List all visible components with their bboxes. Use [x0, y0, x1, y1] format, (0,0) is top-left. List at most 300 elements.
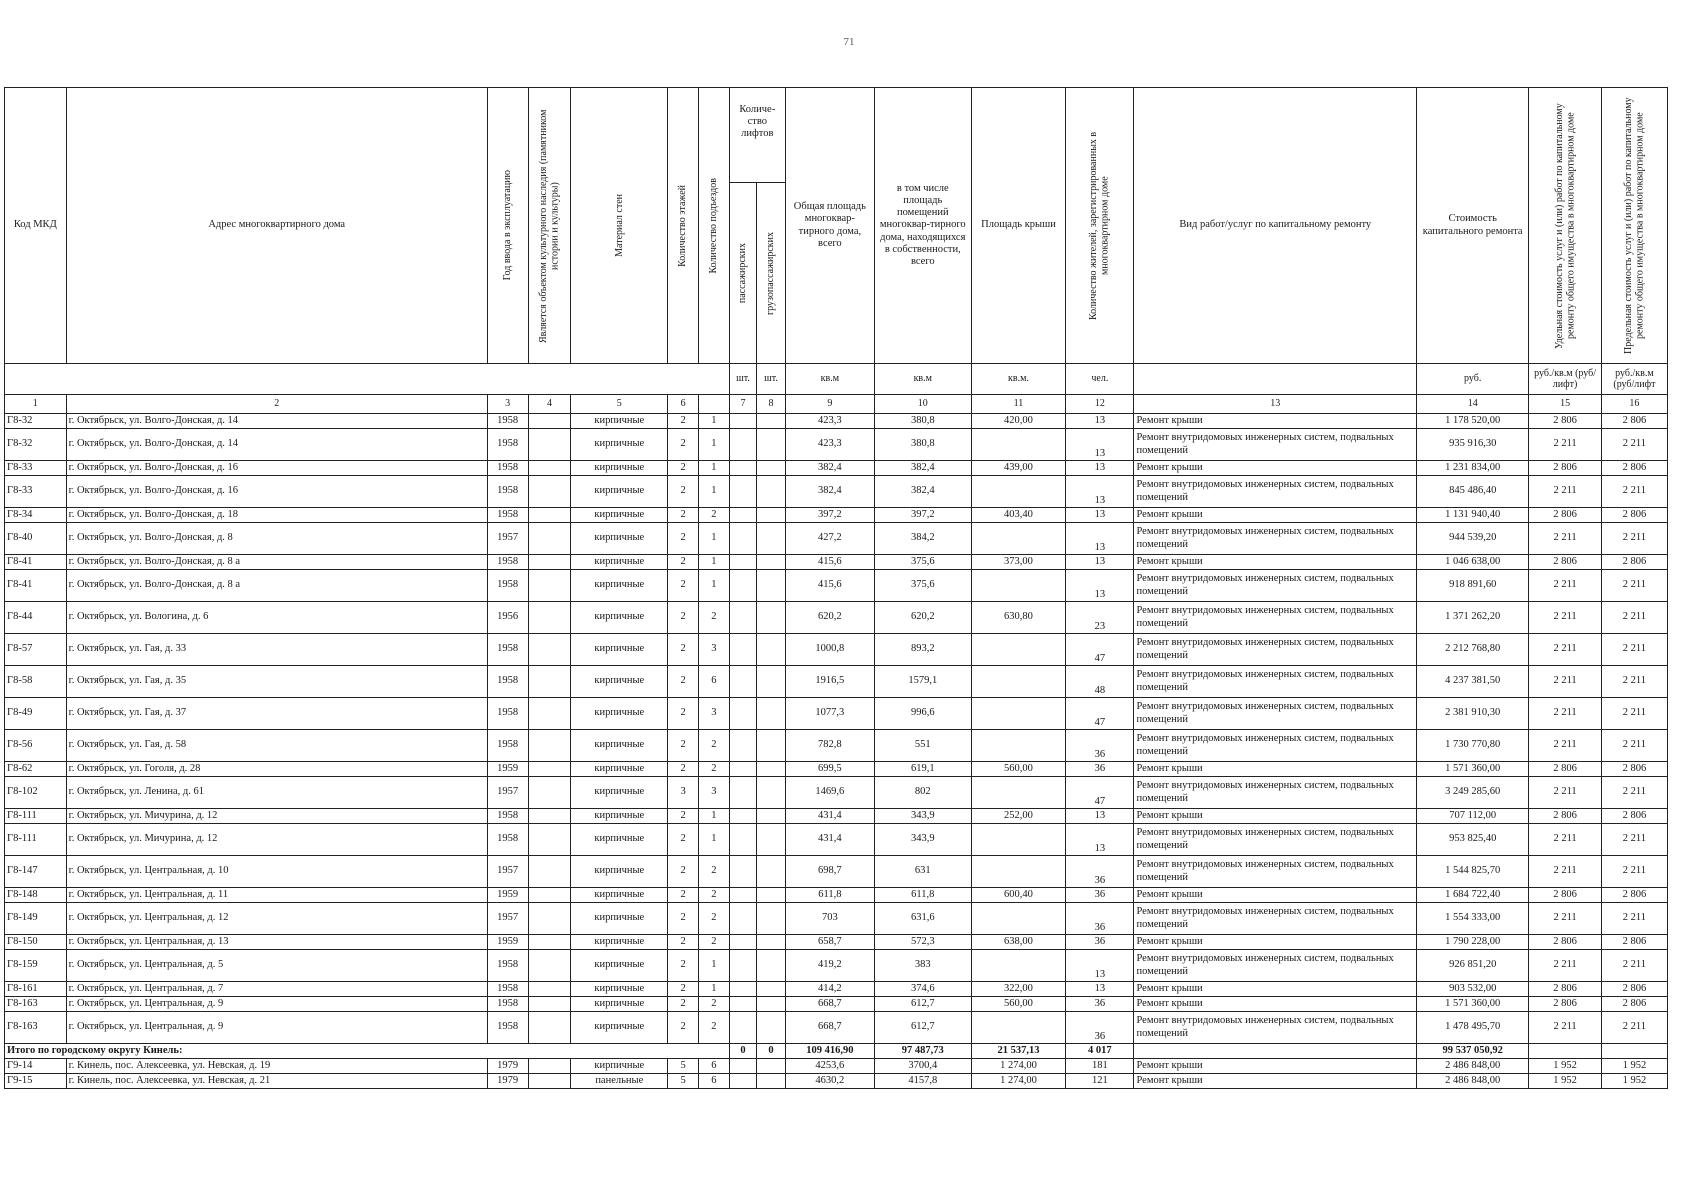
table-cell-total-area: 620,2 — [785, 602, 874, 634]
table-cell-floors: 2 — [668, 888, 699, 903]
table-cell-material: кирпичные — [571, 903, 668, 935]
table-cell-lifts-cargo — [757, 1012, 786, 1044]
table-cell-heritage — [528, 903, 571, 935]
table-cell-total-area: 431,4 — [785, 824, 874, 856]
table-cell-year: 1958 — [487, 1012, 528, 1044]
table-cell-year: 1958 — [487, 476, 528, 508]
table-cell-unit-cost: 2 211 — [1529, 698, 1602, 730]
table-cell-entrances: 1 — [698, 555, 729, 570]
table-cell-owned-area: 551 — [874, 730, 971, 762]
table-cell-lifts-cargo — [757, 570, 786, 602]
table-cell-material: кирпичные — [571, 888, 668, 903]
table-cell-lifts-passenger — [729, 903, 756, 935]
table-cell-total-area: 431,4 — [785, 809, 874, 824]
table-cell-unit-cost: 2 211 — [1529, 824, 1602, 856]
table-cell-year: 1958 — [487, 555, 528, 570]
table-row — [5, 824, 1668, 856]
table-cell-unit-cost: 2 806 — [1529, 508, 1602, 523]
table-cell-code: Г9-15 — [5, 1074, 67, 1089]
table-cell-entrances: 2 — [698, 1012, 729, 1044]
table-cell-year: 1958 — [487, 570, 528, 602]
table-cell-floors: 2 — [668, 570, 699, 602]
unit-cost: руб. — [1417, 364, 1529, 395]
table-cell-lifts-passenger — [729, 429, 756, 461]
table-cell-total-area: 611,8 — [785, 888, 874, 903]
table-cell-work-type: Ремонт крыши — [1134, 935, 1417, 950]
table-cell-material: кирпичные — [571, 634, 668, 666]
table-row — [5, 1074, 1668, 1089]
header-roof-area: Площадь крыши — [971, 88, 1066, 364]
table-cell-unit-cost: 1 952 — [1529, 1059, 1602, 1074]
table-cell-total-area: 382,4 — [785, 461, 874, 476]
table-cell-residents: 181 — [1066, 1059, 1134, 1074]
table-cell-lifts-passenger — [729, 555, 756, 570]
table-cell-owned-area: 572,3 — [874, 935, 971, 950]
total-owned-area: 97 487,73 — [874, 1044, 971, 1059]
table-cell-work-type: Ремонт крыши — [1134, 461, 1417, 476]
table-cell-roof-area: 560,00 — [971, 762, 1066, 777]
table-cell-code: Г8-159 — [5, 950, 67, 982]
unit-roof-area: кв.м. — [971, 364, 1066, 395]
table-cell-entrances: 2 — [698, 903, 729, 935]
table-cell-lifts-cargo — [757, 666, 786, 698]
table-row — [5, 982, 1668, 997]
table-cell-code: Г8-34 — [5, 508, 67, 523]
table-cell-work-type: Ремонт внутридомовых инженерных систем, подвальных помещений — [1134, 903, 1417, 935]
table-cell-residents: 13 — [1066, 429, 1134, 461]
table-cell-work-type: Ремонт внутридомовых инженерных систем, подвальных помещений — [1134, 429, 1417, 461]
table-cell-address: г. Октябрьск, ул. Мичурина, д. 12 — [66, 824, 487, 856]
table-cell-year: 1956 — [487, 602, 528, 634]
table-cell-lifts-cargo — [757, 950, 786, 982]
table-cell-limit-cost: 2 211 — [1601, 523, 1667, 555]
table-cell-heritage — [528, 666, 571, 698]
table-cell-heritage — [528, 982, 571, 997]
table-cell-cost: 707 112,00 — [1417, 809, 1529, 824]
table-cell-lifts-passenger — [729, 698, 756, 730]
table-cell-year: 1958 — [487, 698, 528, 730]
table-cell-work-type: Ремонт внутридомовых инженерных систем, подвальных помещений — [1134, 602, 1417, 634]
table-cell-lifts-cargo — [757, 982, 786, 997]
table-cell-material: кирпичные — [571, 730, 668, 762]
table-cell-total-area: 423,3 — [785, 429, 874, 461]
total-residents: 4 017 — [1066, 1044, 1134, 1059]
table-cell-residents: 13 — [1066, 982, 1134, 997]
table-cell-floors: 2 — [668, 982, 699, 997]
table-cell-material: кирпичные — [571, 950, 668, 982]
table-cell-entrances: 1 — [698, 476, 729, 508]
table-cell-address: г. Октябрьск, ул. Центральная, д. 9 — [66, 1012, 487, 1044]
table-cell-address: г. Октябрьск, ул. Мичурина, д. 12 — [66, 809, 487, 824]
table-cell-roof-area: 600,40 — [971, 888, 1066, 903]
table-cell-total-area: 397,2 — [785, 508, 874, 523]
table-cell-work-type: Ремонт крыши — [1134, 414, 1417, 429]
table-cell-cost: 1 730 770,80 — [1417, 730, 1529, 762]
table-cell-limit-cost: 2 211 — [1601, 950, 1667, 982]
table-cell-roof-area — [971, 666, 1066, 698]
table-cell-floors: 2 — [668, 1012, 699, 1044]
total-label: Итого по городскому округу Кинель: — [5, 1044, 730, 1059]
table-cell-code: Г8-161 — [5, 982, 67, 997]
table-cell-owned-area: 343,9 — [874, 824, 971, 856]
table-cell-code: Г8-41 — [5, 570, 67, 602]
header-wall-material: Материал стен — [571, 88, 668, 364]
table-cell-material: кирпичные — [571, 982, 668, 997]
table-cell-cost: 903 532,00 — [1417, 982, 1529, 997]
header-entrances: Количество подъездов — [698, 88, 729, 364]
table-cell-work-type: Ремонт внутридомовых инженерных систем, подвальных помещений — [1134, 476, 1417, 508]
table-cell-owned-area: 631 — [874, 856, 971, 888]
table-cell-lifts-cargo — [757, 476, 786, 508]
table-cell-lifts-cargo — [757, 523, 786, 555]
table-row — [5, 888, 1668, 903]
table-cell-entrances: 1 — [698, 950, 729, 982]
table-cell-heritage — [528, 414, 571, 429]
table-cell-cost: 1 684 722,40 — [1417, 888, 1529, 903]
table-cell-limit-cost: 1 952 — [1601, 1074, 1667, 1089]
table-body — [5, 414, 1668, 1089]
table-cell-work-type: Ремонт крыши — [1134, 997, 1417, 1012]
table-cell-code: Г8-148 — [5, 888, 67, 903]
table-cell-lifts-passenger — [729, 634, 756, 666]
table-cell-roof-area — [971, 950, 1066, 982]
table-cell-owned-area: 382,4 — [874, 461, 971, 476]
table-cell-floors: 2 — [668, 950, 699, 982]
table-cell-address: г. Октябрьск, ул. Волго-Донская, д. 8 — [66, 523, 487, 555]
table-row — [5, 698, 1668, 730]
unit-pcs-passenger: шт. — [729, 364, 756, 395]
table-cell-address: г. Октябрьск, ул. Гая, д. 58 — [66, 730, 487, 762]
table-cell-limit-cost: 2 806 — [1601, 508, 1667, 523]
header-total-area: Общая площадь многоквар-тирного дома, всего — [785, 88, 874, 364]
table-cell-total-area: 415,6 — [785, 570, 874, 602]
table-cell-owned-area: 893,2 — [874, 634, 971, 666]
table-cell-year: 1958 — [487, 666, 528, 698]
table-cell-address: г. Кинель, пос. Алексеевка, ул. Невская, д. 21 — [66, 1074, 487, 1089]
table-cell-address: г. Октябрьск, ул. Центральная, д. 11 — [66, 888, 487, 903]
table-cell-floors: 2 — [668, 809, 699, 824]
table-row — [5, 856, 1668, 888]
table-cell-entrances: 2 — [698, 856, 729, 888]
table-row — [5, 523, 1668, 555]
table-cell-address: г. Октябрьск, ул. Центральная, д. 10 — [66, 856, 487, 888]
table-cell-code: Г8-58 — [5, 666, 67, 698]
table-cell-total-area: 703 — [785, 903, 874, 935]
table-cell-material: кирпичные — [571, 461, 668, 476]
table-cell-heritage — [528, 476, 571, 508]
table-cell-lifts-passenger — [729, 476, 756, 508]
table-cell-work-type: Ремонт крыши — [1134, 809, 1417, 824]
table-cell-owned-area: 384,2 — [874, 523, 971, 555]
table-cell-year: 1958 — [487, 461, 528, 476]
table-cell-year: 1958 — [487, 730, 528, 762]
table-cell-lifts-cargo — [757, 762, 786, 777]
table-cell-limit-cost: 2 211 — [1601, 476, 1667, 508]
table-cell-owned-area: 612,7 — [874, 997, 971, 1012]
table-cell-material: кирпичные — [571, 809, 668, 824]
table-cell-residents: 36 — [1066, 888, 1134, 903]
table-cell-limit-cost: 2 806 — [1601, 555, 1667, 570]
table-cell-work-type: Ремонт крыши — [1134, 508, 1417, 523]
table-cell-work-type: Ремонт крыши — [1134, 1059, 1417, 1074]
table-cell-cost: 1 231 834,00 — [1417, 461, 1529, 476]
table-cell-heritage — [528, 730, 571, 762]
table-row — [5, 602, 1668, 634]
table-cell-lifts-cargo — [757, 903, 786, 935]
table-cell-address: г. Октябрьск, ул. Волго-Донская, д. 16 — [66, 461, 487, 476]
table-cell-year: 1958 — [487, 508, 528, 523]
table-cell-roof-area: 373,00 — [971, 555, 1066, 570]
table-cell-owned-area: 3700,4 — [874, 1059, 971, 1074]
table-cell-residents: 13 — [1066, 824, 1134, 856]
table-cell-lifts-passenger — [729, 730, 756, 762]
table-row — [5, 762, 1668, 777]
table-cell-year: 1979 — [487, 1074, 528, 1089]
table-cell-total-area: 414,2 — [785, 982, 874, 997]
table-cell-unit-cost: 2 211 — [1529, 570, 1602, 602]
table-cell-cost: 1 371 262,20 — [1417, 602, 1529, 634]
table-cell-address: г. Октябрьск, ул. Вологина, д. 6 — [66, 602, 487, 634]
table-cell-code: Г8-32 — [5, 429, 67, 461]
table-cell-total-area: 782,8 — [785, 730, 874, 762]
table-cell-limit-cost: 2 211 — [1601, 856, 1667, 888]
table-cell-unit-cost: 2 806 — [1529, 555, 1602, 570]
table-cell-address: г. Октябрьск, ул. Волго-Донская, д. 16 — [66, 476, 487, 508]
table-cell-heritage — [528, 523, 571, 555]
total-row — [5, 1044, 1668, 1059]
table-cell-address: г. Октябрьск, ул. Центральная, д. 12 — [66, 903, 487, 935]
table-row — [5, 997, 1668, 1012]
unit-unit-cost: руб./кв.м (руб/лифт) — [1529, 364, 1602, 395]
table-cell-work-type: Ремонт крыши — [1134, 888, 1417, 903]
table-cell-code: Г8-147 — [5, 856, 67, 888]
table-cell-owned-area: 612,7 — [874, 1012, 971, 1044]
table-row — [5, 666, 1668, 698]
table-cell-heritage — [528, 555, 571, 570]
table-row — [5, 950, 1668, 982]
table-cell-code: Г8-32 — [5, 414, 67, 429]
table-cell-heritage — [528, 508, 571, 523]
table-cell-unit-cost: 2 806 — [1529, 809, 1602, 824]
table-cell-material: кирпичные — [571, 555, 668, 570]
table-cell-roof-area: 322,00 — [971, 982, 1066, 997]
table-cell-total-area: 1077,3 — [785, 698, 874, 730]
table-cell-limit-cost: 2 806 — [1601, 762, 1667, 777]
total-roof-area: 21 537,13 — [971, 1044, 1066, 1059]
table-cell-work-type: Ремонт внутридомовых инженерных систем, подвальных помещений — [1134, 1012, 1417, 1044]
table-cell-residents: 121 — [1066, 1074, 1134, 1089]
table-cell-unit-cost: 2 211 — [1529, 730, 1602, 762]
table-cell-cost: 1 478 495,70 — [1417, 1012, 1529, 1044]
table-cell-floors: 2 — [668, 903, 699, 935]
table-cell-lifts-passenger — [729, 997, 756, 1012]
table-cell-roof-area — [971, 429, 1066, 461]
header-lifts-passenger: пассажирских — [729, 183, 756, 364]
table-cell-cost: 2 381 910,30 — [1417, 698, 1529, 730]
table-cell-year: 1958 — [487, 824, 528, 856]
table-row — [5, 1059, 1668, 1074]
table-cell-unit-cost: 2 806 — [1529, 997, 1602, 1012]
table-cell-lifts-cargo — [757, 1059, 786, 1074]
total-work-type — [1134, 1044, 1417, 1059]
table-cell-floors: 2 — [668, 997, 699, 1012]
table-cell-year: 1959 — [487, 935, 528, 950]
table-cell-material: кирпичные — [571, 476, 668, 508]
table-cell-lifts-passenger — [729, 935, 756, 950]
table-cell-residents: 47 — [1066, 698, 1134, 730]
unit-owned-area: кв.м — [874, 364, 971, 395]
table-cell-limit-cost: 2 211 — [1601, 730, 1667, 762]
table-cell-limit-cost: 2 806 — [1601, 461, 1667, 476]
table-cell-owned-area: 383 — [874, 950, 971, 982]
table-cell-floors: 5 — [668, 1074, 699, 1089]
table-cell-cost: 918 891,60 — [1417, 570, 1529, 602]
header-cost: Стоимость капитального ремонта — [1417, 88, 1529, 364]
table-cell-material: кирпичные — [571, 666, 668, 698]
table-cell-heritage — [528, 777, 571, 809]
table-cell-limit-cost: 2 806 — [1601, 997, 1667, 1012]
table-cell-lifts-cargo — [757, 856, 786, 888]
table-cell-residents: 36 — [1066, 762, 1134, 777]
table-cell-total-area: 423,3 — [785, 414, 874, 429]
table-cell-address: г. Октябрьск, ул. Гая, д. 35 — [66, 666, 487, 698]
table-cell-material: кирпичные — [571, 935, 668, 950]
table-cell-unit-cost: 2 806 — [1529, 461, 1602, 476]
table-cell-code: Г8-111 — [5, 824, 67, 856]
table-cell-residents: 36 — [1066, 935, 1134, 950]
table-cell-total-area: 382,4 — [785, 476, 874, 508]
table-cell-code: Г8-62 — [5, 762, 67, 777]
table-row — [5, 476, 1668, 508]
table-cell-code: Г8-44 — [5, 602, 67, 634]
table-cell-cost: 1 554 333,00 — [1417, 903, 1529, 935]
table-cell-cost: 1 571 360,00 — [1417, 997, 1529, 1012]
table-cell-total-area: 419,2 — [785, 950, 874, 982]
table-cell-material: кирпичные — [571, 429, 668, 461]
table-cell-floors: 2 — [668, 730, 699, 762]
unit-limit-cost: руб./кв.м (руб/лифт — [1601, 364, 1667, 395]
table-cell-floors: 2 — [668, 461, 699, 476]
table-cell-material: кирпичные — [571, 762, 668, 777]
table-cell-entrances: 1 — [698, 461, 729, 476]
table-cell-unit-cost: 2 211 — [1529, 1012, 1602, 1044]
table-cell-residents: 47 — [1066, 634, 1134, 666]
table-row — [5, 555, 1668, 570]
table-cell-work-type: Ремонт внутридомовых инженерных систем, подвальных помещений — [1134, 856, 1417, 888]
table-cell-work-type: Ремонт внутридомовых инженерных систем, подвальных помещений — [1134, 523, 1417, 555]
table-cell-roof-area — [971, 824, 1066, 856]
table-cell-limit-cost: 2 806 — [1601, 414, 1667, 429]
table-cell-heritage — [528, 602, 571, 634]
table-cell-heritage — [528, 429, 571, 461]
total-lifts-cargo: 0 — [757, 1044, 786, 1059]
table-cell-heritage — [528, 888, 571, 903]
table-cell-year: 1958 — [487, 634, 528, 666]
table-cell-floors: 2 — [668, 523, 699, 555]
table-cell-floors: 2 — [668, 935, 699, 950]
table-cell-roof-area — [971, 634, 1066, 666]
table-cell-work-type: Ремонт внутридомовых инженерных систем, подвальных помещений — [1134, 730, 1417, 762]
table-cell-entrances: 1 — [698, 414, 729, 429]
table-cell-entrances: 1 — [698, 523, 729, 555]
table-row — [5, 1012, 1668, 1044]
table-cell-lifts-passenger — [729, 461, 756, 476]
table-cell-lifts-cargo — [757, 1074, 786, 1089]
table-cell-entrances: 2 — [698, 762, 729, 777]
table-cell-lifts-cargo — [757, 555, 786, 570]
table-cell-total-area: 658,7 — [785, 935, 874, 950]
table-cell-floors: 2 — [668, 429, 699, 461]
table-cell-work-type: Ремонт внутридомовых инженерных систем, подвальных помещений — [1134, 824, 1417, 856]
table-row — [5, 429, 1668, 461]
table-cell-cost: 926 851,20 — [1417, 950, 1529, 982]
table-cell-code: Г8-57 — [5, 634, 67, 666]
table-cell-unit-cost: 2 211 — [1529, 950, 1602, 982]
table-cell-work-type: Ремонт внутридомовых инженерных систем, подвальных помещений — [1134, 666, 1417, 698]
table-cell-material: кирпичные — [571, 1059, 668, 1074]
table-cell-heritage — [528, 634, 571, 666]
table-cell-address: г. Октябрьск, ул. Гая, д. 33 — [66, 634, 487, 666]
unit-pcs-cargo: шт. — [757, 364, 786, 395]
header-code: Код МКД — [5, 88, 67, 364]
table-cell-address: г. Октябрьск, ул. Ленина, д. 61 — [66, 777, 487, 809]
table-cell-year: 1957 — [487, 777, 528, 809]
table-cell-owned-area: 375,6 — [874, 555, 971, 570]
column-number-row: 1 2 3 4 5 6 7 8 9 10 11 12 13 14 15 16 — [5, 395, 1668, 414]
table-cell-floors: 2 — [668, 634, 699, 666]
table-cell-address: г. Октябрьск, ул. Волго-Донская, д. 8 а — [66, 570, 487, 602]
table-cell-residents: 13 — [1066, 476, 1134, 508]
table-row — [5, 903, 1668, 935]
table-cell-total-area: 4253,6 — [785, 1059, 874, 1074]
table-cell-material: кирпичные — [571, 824, 668, 856]
table-cell-limit-cost: 2 806 — [1601, 982, 1667, 997]
table-cell-unit-cost: 2 806 — [1529, 414, 1602, 429]
header-unit-cost: Удельная стоимость услуг и (или) работ по капитальному ремонту общего имущества в многоквартирном доме — [1529, 88, 1602, 364]
table-cell-residents: 13 — [1066, 508, 1134, 523]
table-cell-material: кирпичные — [571, 777, 668, 809]
table-cell-residents: 13 — [1066, 950, 1134, 982]
table-cell-year: 1957 — [487, 523, 528, 555]
table-cell-cost: 1 178 520,00 — [1417, 414, 1529, 429]
table-cell-lifts-passenger — [729, 856, 756, 888]
table-cell-residents: 13 — [1066, 555, 1134, 570]
table-cell-roof-area — [971, 523, 1066, 555]
table-cell-unit-cost: 2 211 — [1529, 903, 1602, 935]
table-cell-material: кирпичные — [571, 698, 668, 730]
table-cell-code: Г8-49 — [5, 698, 67, 730]
table-cell-floors: 2 — [668, 414, 699, 429]
table-cell-code: Г8-33 — [5, 461, 67, 476]
table-cell-heritage — [528, 997, 571, 1012]
table-cell-lifts-cargo — [757, 809, 786, 824]
table-cell-lifts-passenger — [729, 570, 756, 602]
units-row — [5, 364, 1668, 395]
table-cell-limit-cost: 2 806 — [1601, 888, 1667, 903]
table-cell-lifts-cargo — [757, 698, 786, 730]
table-cell-floors: 2 — [668, 602, 699, 634]
table-cell-residents: 13 — [1066, 414, 1134, 429]
table-cell-residents: 36 — [1066, 856, 1134, 888]
table-cell-lifts-cargo — [757, 602, 786, 634]
table-cell-heritage — [528, 1012, 571, 1044]
header-work-type: Вид работ/услуг по капитальному ремонту — [1134, 88, 1417, 364]
table-cell-year: 1958 — [487, 809, 528, 824]
table-cell-owned-area: 4157,8 — [874, 1074, 971, 1089]
table-cell-roof-area: 630,80 — [971, 602, 1066, 634]
table-cell-unit-cost: 2 806 — [1529, 935, 1602, 950]
table-cell-entrances: 2 — [698, 888, 729, 903]
